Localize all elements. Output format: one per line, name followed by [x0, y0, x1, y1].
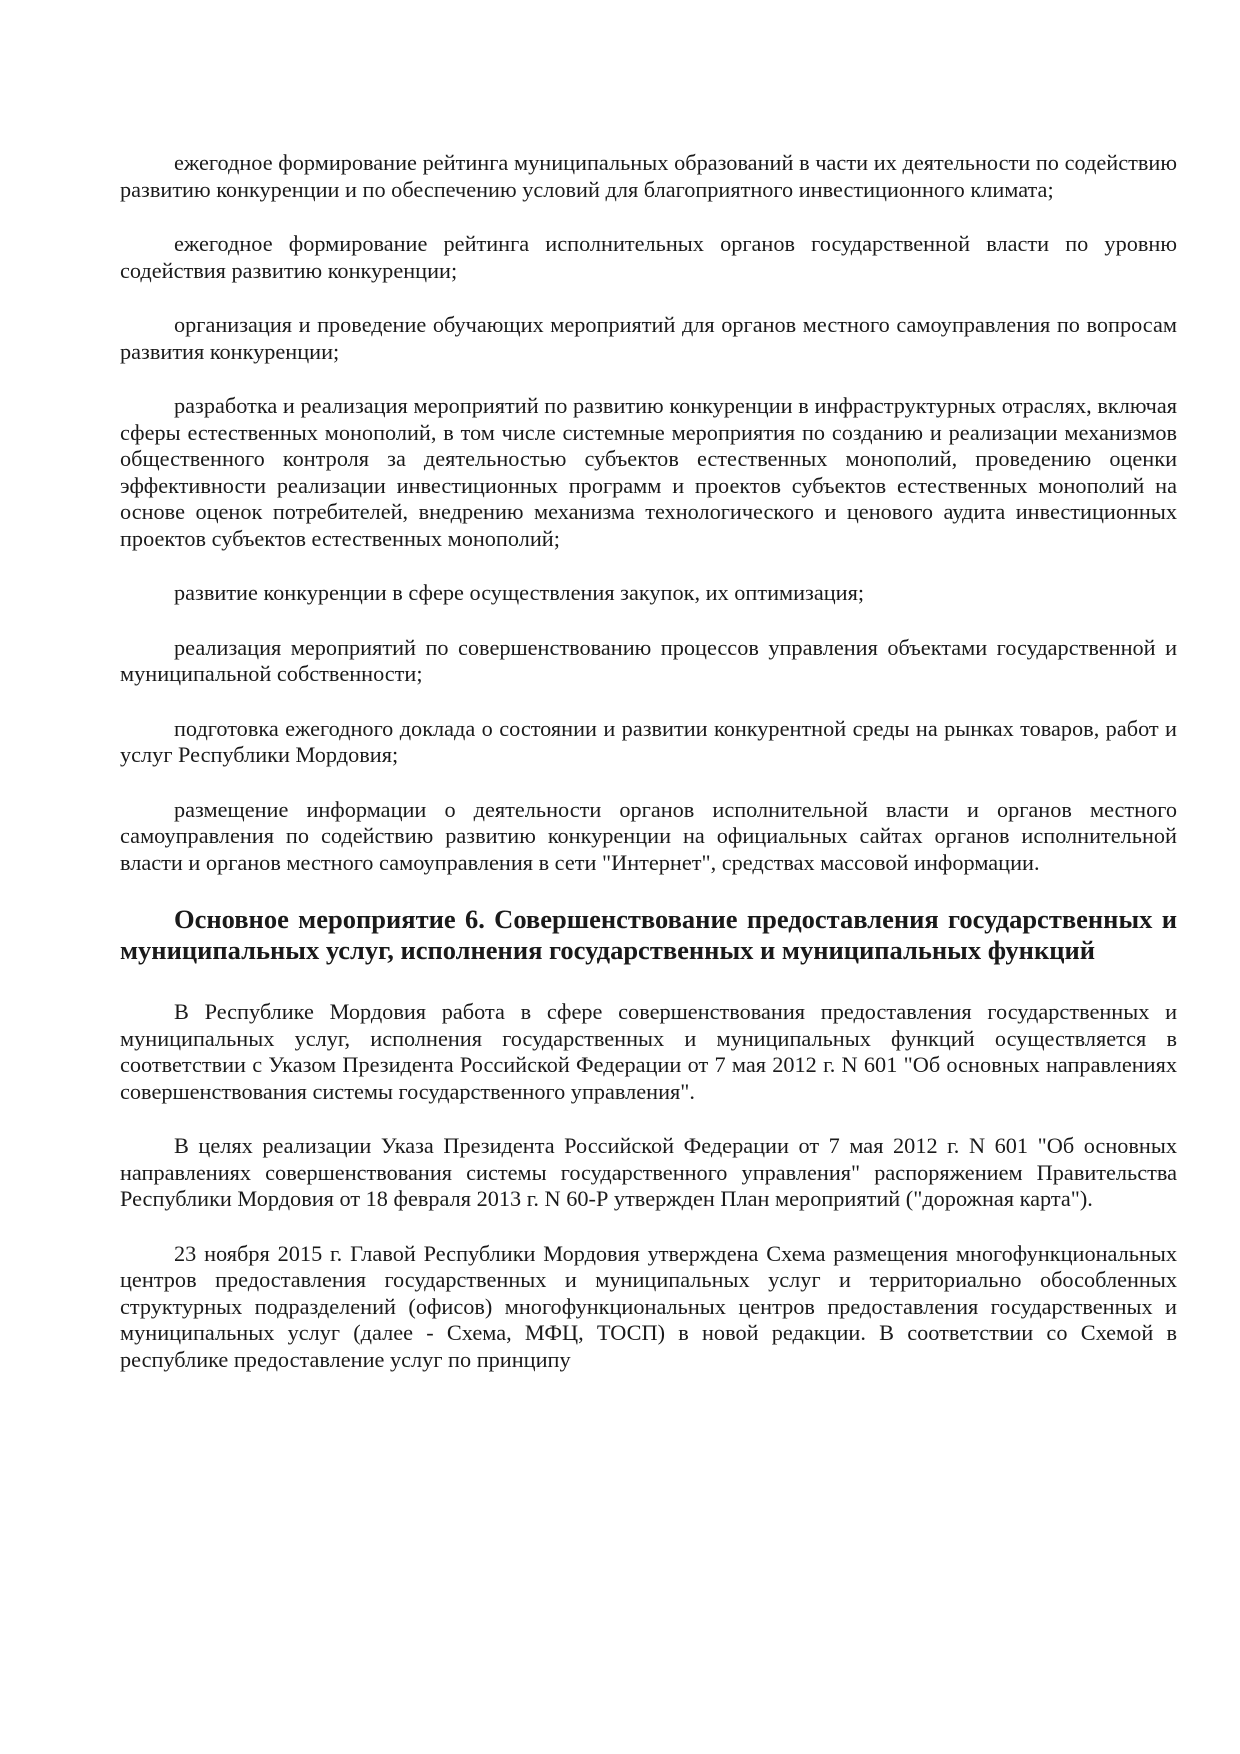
paragraph-procurement: развитие конкуренции в сфере осуществления закупок, их оптимизация; — [174, 580, 865, 605]
paragraph-mfc-scheme: 23 ноября 2015 г. Главой Республики Мордовия утверждена Схема размещения многофункциональных центров предоставления государственных и муниципальных услуг и территориально обособленных структурных подразделений (офисов) многофункциональных центров предоставления государственных и муниципальных услуг (далее - Схема, МФЦ, ТОСП) в новой редакции. В соответствии со Схемой в республике предоставление услуг по принципу — [120, 1240, 1177, 1372]
paragraph-infrastructure-competition: разработка и реализация мероприятий по развитию конкуренции в инфраструктурных отраслях, включая сферы естественных монополий, в том числе системные мероприятия по созданию и реализации механизмов общественного контроля за деятельностью субъектов естественных монополий, проведению оценки эффективности реализации инвестиционных программ и проектов субъектов естественных монополий на основе оценок потребителей, внедрению механизма технологического и ценового аудита инвестиционных проектов субъектов естественных монополий; — [120, 393, 1177, 551]
document-page — [120, 150, 1177, 1401]
paragraph-training-events: организация и проведение обучающих мероприятий для органов местного самоуправления по вопросам развития конкуренции; — [120, 312, 1177, 364]
section-heading: Основное мероприятие 6. Совершенствование предоставления государственных и муниципальных услуг, исполнения государственных и муниципальных функций — [120, 904, 1177, 965]
paragraph-decree-601: В Республике Мордовия работа в сфере совершенствования предоставления государственных и муниципальных услуг, исполнения государственных и муниципальных функций осуществляется в соответствии с Указом Президента Российской Федерации от 7 мая 2012 г. N 601 "Об основных направлениях совершенствования системы государственного управления". — [120, 999, 1177, 1104]
paragraph-municipal-rating: ежегодное формирование рейтинга муниципальных образований в части их деятельности по содействию развитию конкуренции и по обеспечению условий для благоприятного инвестиционного климата; — [120, 150, 1177, 202]
paragraph-property-management: реализация мероприятий по совершенствованию процессов управления объектами государственной и муниципальной собственности; — [120, 634, 1177, 686]
paragraph-roadmap: В целях реализации Указа Президента Российской Федерации от 7 мая 2012 г. N 601 "Об основных направлениях совершенствования системы государственного управления" распоряжением Правительства Республики Мордовия от 18 февраля 2013 г. N 60-Р утвержден План мероприятий ("дорожная карта"). — [120, 1133, 1177, 1211]
paragraph-information-posting: размещение информации о деятельности органов исполнительной власти и органов местного самоуправления по содействию развитию конкуренции на официальных сайтах органов исполнительной власти и органов местного самоуправления в сети "Интернет", средствах массовой информации. — [120, 796, 1177, 875]
paragraph-executive-rating: ежегодное формирование рейтинга исполнительных органов государственной власти по уровню содействия развитию конкуренции; — [120, 231, 1177, 283]
paragraph-annual-report: подготовка ежегодного доклада о состоянии и развитии конкурентной среды на рынках товаров, работ и услуг Республики Мордовия; — [120, 715, 1177, 767]
